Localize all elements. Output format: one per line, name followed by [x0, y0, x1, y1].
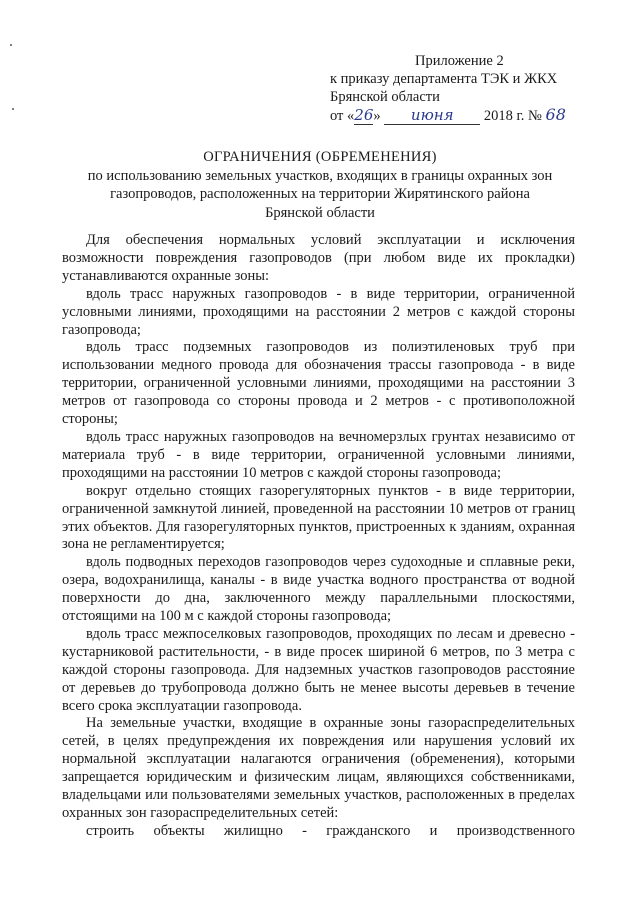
scan-speck: [10, 44, 12, 46]
date-year: 2018 г. №: [483, 108, 542, 124]
date-month-handwritten: июня: [384, 106, 480, 125]
title-sub-3: Брянской области: [265, 204, 375, 221]
paragraph-restrictions: На земельные участки, входящие в охранные зоны газораспределительных сетей, в целях предупреждения их повреждения или нарушения условий их нормальной эксплуатации налагаются ограничения (обременения), которыми запрещается юридическим и физическим лицам, являющихся собственниками, владельцами или пользователями земельных участков, расположенных в пределах охранных зон газораспределительных сетей:: [62, 715, 575, 821]
title-sub-1: по использованию земельных участков, входящих в границы охранных зон: [87, 167, 553, 184]
appendix-region: Брянской области: [330, 89, 440, 105]
appendix-date-line: [330, 106, 630, 125]
paragraph-polyethylene-pipelines: вдоль трасс подземных газопроводов из полиэтиленовых труб при использовании медного провода для обозначения трассы газопровода - в виде территории, ограниченной условными линиями, проходящими на расстоянии 3 метров от газопровода со стороны провода и 2 метров - с противоположной стороны;: [62, 339, 575, 428]
document-title: [50, 148, 590, 222]
paragraph-construction-ban: строить объекты жилищно - гражданского и производственного: [86, 822, 575, 839]
date-prefix: от «: [330, 108, 355, 124]
title-main: ОГРАНИЧЕНИЯ (ОБРЕМЕНЕНИЯ): [203, 149, 437, 165]
paragraph-external-pipelines: вдоль трасс наружных газопроводов - в виде территории, ограниченной условными линиями, проходящими на расстоянии 2 метров с каждой стороны газопровода;: [62, 285, 575, 338]
date-quote: »: [373, 108, 381, 124]
paragraph-forest-pipelines: вдоль трасс межпоселковых газопроводов, проходящих по лесам и древесно - кустарниковой растительности, - в виде просек шириной 6 метров, по 3 метра с каждой стороны газопровода. Для надземных участков газопроводов расстояние от деревьев до трубопровода должно быть не менее высоты деревьев в течение всего срока эксплуатации газопровода.: [62, 625, 575, 714]
document-body: [62, 232, 575, 841]
appendix-order-ref: к приказу департамента ТЭК и ЖКХ: [330, 71, 558, 87]
order-number-handwritten: 68: [545, 105, 566, 124]
title-sub-2: газопроводов, расположенных на территории Жирятинского района: [110, 186, 530, 202]
appendix-number: Приложение 2: [415, 53, 504, 69]
date-day-handwritten: 26: [354, 106, 374, 124]
scan-speck: [12, 108, 14, 110]
paragraph-underwater-crossings: вдоль подводных переходов газопроводов через судоходные и сплавные реки, озера, водохранилища, каналы - в виде участка водного пространства от водной поверхности до дна, заключенного между параллельными плоскостями, отстоящими на 100 м с каждой стороны газопровода;: [62, 554, 575, 625]
paragraph-intro: Для обеспечения нормальных условий эксплуатации и исключения возможности повреждения газопроводов (при любом виде их прокладки) устанавливаются охранные зоны:: [62, 232, 575, 284]
paragraph-permafrost-pipelines: вдоль трасс наружных газопроводов на вечномерзлых грунтах независимо от материала труб - в виде территории, ограниченной условными линиями, проходящими на расстоянии 10 метров с каждой стороны газопровода;: [62, 428, 575, 481]
paragraph-gas-regulator-points: вокруг отдельно стоящих газорегуляторных пунктов - в виде территории, ограниченной замкнутой линией, проведенной на расстоянии 10 метров от границ этих объектов. Для газорегуляторных пунктов, пристроенных к зданиям, охранная зона не регламентируется;: [62, 482, 575, 553]
appendix-header: [330, 52, 630, 125]
